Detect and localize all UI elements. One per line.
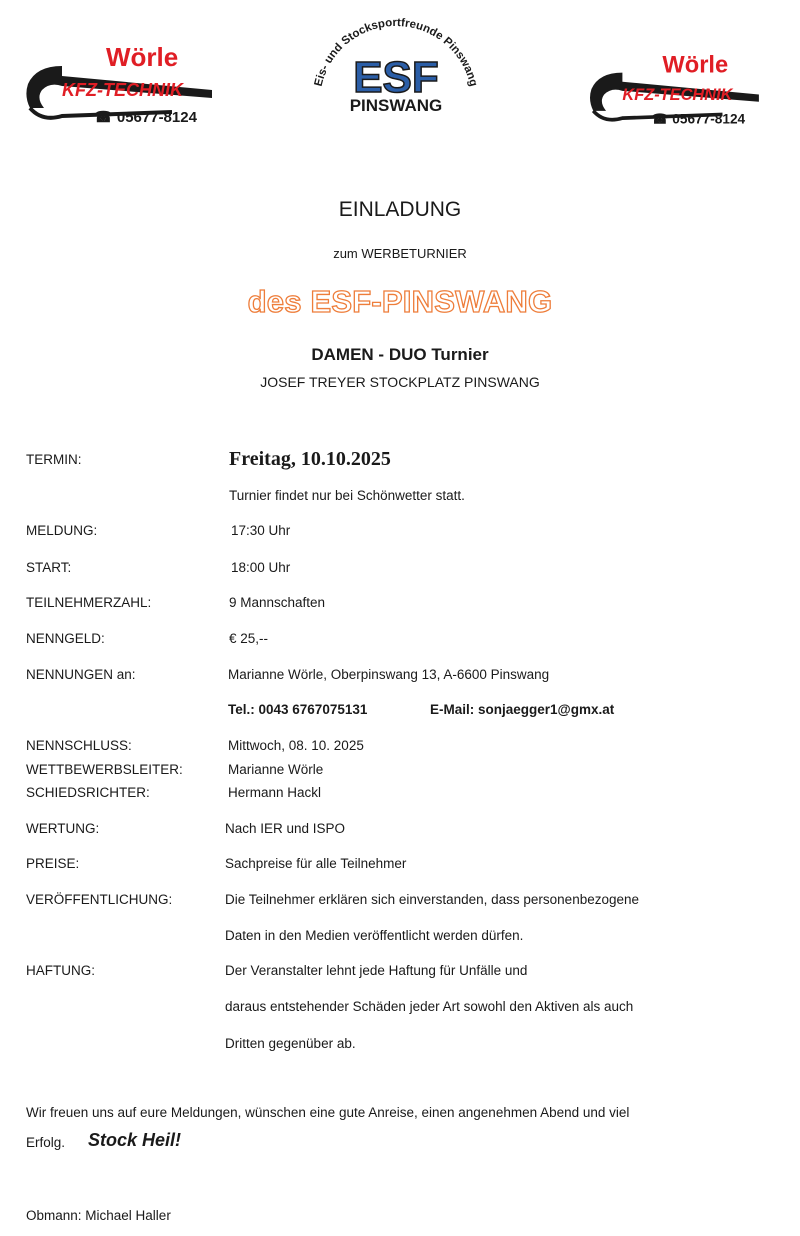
page-title: EINLADUNG	[338, 198, 462, 221]
signature: Obmann: Michael Haller	[26, 1208, 171, 1223]
svg-text:PINSWANG: PINSWANG	[349, 96, 443, 115]
wertung-value: Nach IER und ISPO	[225, 821, 346, 836]
haftung-line-2: daraus entstehender Schäden jeder Art sowohl den Aktiven als auch	[225, 999, 634, 1014]
teilnehmer-label: TEILNEHMERZAHL:	[26, 595, 152, 610]
highlight-title: des ESF-PINSWANG	[247, 284, 553, 319]
nenngeld-value: € 25,--	[229, 631, 269, 646]
teilnehmer-value: 9 Mannschaften	[229, 595, 326, 610]
wertung-label: WERTUNG:	[26, 821, 100, 836]
leiter-label: WETTBEWERBSLEITER:	[26, 762, 183, 777]
nenngeld-label: NENNGELD:	[26, 631, 105, 646]
preise-value: Sachpreise für alle Teilnehmer	[225, 856, 407, 871]
closing-line-2: Erfolg.	[26, 1135, 66, 1150]
veroeff-line-1: Die Teilnehmer erklären sich einverstanden, dass personenbezogene	[225, 892, 640, 907]
svg-text:KFZ-TECHNIK: KFZ-TECHNIK	[622, 85, 733, 104]
preise-label: PREISE:	[26, 856, 80, 871]
nennschluss-value: Mittwoch, 08. 10. 2025	[228, 738, 364, 753]
veroeff-line-2: Daten in den Medien veröffentlicht werden dürfen.	[225, 928, 524, 943]
termin-value: Freitag, 10.10.2025	[229, 448, 391, 470]
meldung-value: 17:30 Uhr	[231, 523, 291, 538]
svg-text:ESF: ESF	[353, 53, 439, 102]
svg-text:☎ 05677-8124: ☎ 05677-8124	[651, 111, 746, 127]
svg-text:☎ 05677-8124: ☎ 05677-8124	[94, 109, 197, 126]
meldung-label: MELDUNG:	[26, 523, 98, 538]
nennschluss-label: NENNSCHLUSS:	[26, 738, 132, 753]
schiedsrichter-value: Hermann Hackl	[228, 785, 322, 800]
svg-text:KFZ-TECHNIK: KFZ-TECHNIK	[62, 80, 183, 100]
svg-text:Eis- und Stocksportfreunde Pin: Eis- und Stocksportfreunde Pinswang	[312, 16, 480, 88]
club-logo	[298, 10, 494, 122]
sponsor-logo-right	[586, 44, 768, 134]
email-value: E-Mail: sonjaegger1@gmx.at	[430, 702, 615, 717]
haftung-line-3: Dritten gegenüber ab.	[225, 1036, 356, 1051]
sponsor-logo-left	[22, 36, 222, 132]
subtitle: zum WERBETURNIER	[333, 246, 467, 261]
svg-text:Wörle: Wörle	[106, 42, 179, 72]
start-label: START:	[26, 560, 72, 575]
start-value: 18:00 Uhr	[231, 560, 291, 575]
haftung-line-1: Der Veranstalter lehnt jede Haftung für Unfälle und	[225, 963, 528, 978]
nennungen-value: Marianne Wörle, Oberpinswang 13, A-6600 Pinswang	[228, 667, 550, 682]
termin-note: Turnier findet nur bei Schönwetter statt.	[229, 488, 465, 503]
schiedsrichter-label: SCHIEDSRICHTER:	[26, 785, 150, 800]
venue: JOSEF TREYER STOCKPLATZ PINSWANG	[260, 374, 540, 390]
tel-value: Tel.: 0043 6767075131	[228, 702, 368, 717]
svg-text:Wörle: Wörle	[662, 52, 729, 79]
termin-label: TERMIN:	[26, 452, 82, 467]
veroeff-label: VERÖFFENTLICHUNG:	[26, 892, 173, 907]
leiter-value: Marianne Wörle	[228, 762, 324, 777]
event-title: DAMEN - DUO Turnier	[311, 345, 489, 364]
stock-heil: Stock Heil!	[88, 1130, 182, 1150]
haftung-label: HAFTUNG:	[26, 963, 95, 978]
nennungen-label: NENNUNGEN an:	[26, 667, 136, 682]
closing-line-1: Wir freuen uns auf eure Meldungen, wünschen eine gute Anreise, einen angenehmen Abend und viel	[26, 1105, 630, 1120]
